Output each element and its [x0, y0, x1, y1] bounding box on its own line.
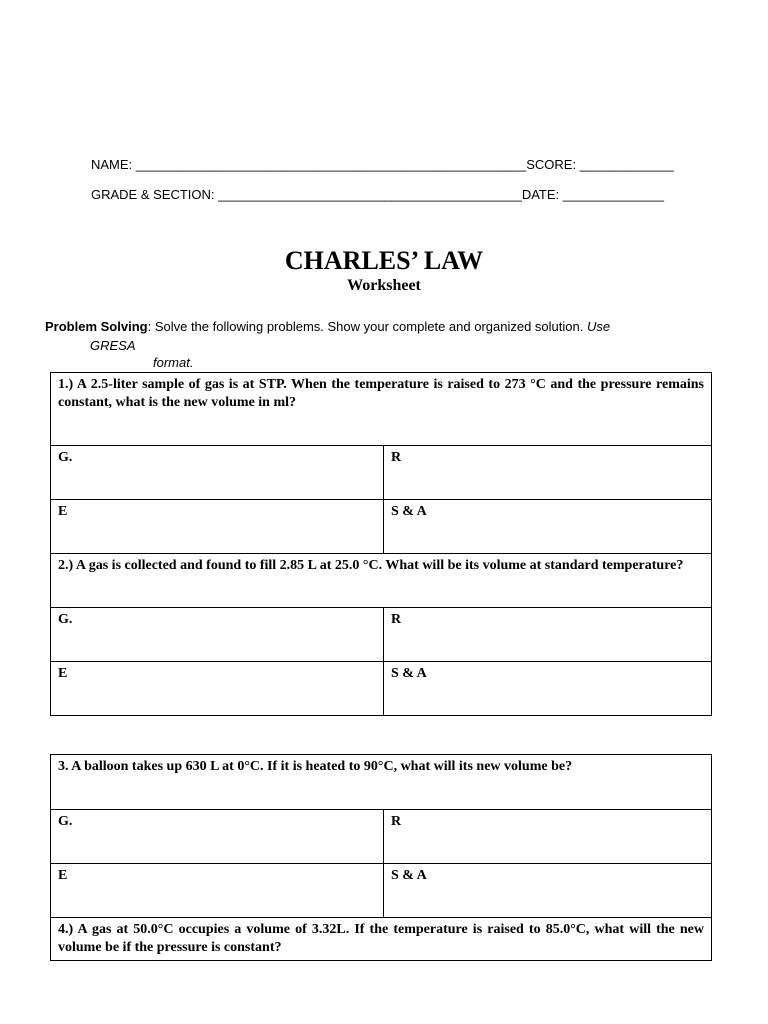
problems-table-3-4: [50, 754, 712, 961]
date-label: DATE:: [521, 187, 560, 202]
instructions-use: Use: [586, 319, 611, 334]
answer-row: [51, 500, 712, 554]
problem-1-required-box[interactable]: [384, 446, 712, 500]
worksheet-title: CHARLES’ LAW: [284, 246, 484, 275]
name-field-row: [91, 157, 674, 172]
problem-4-text: 4.) A gas at 50.0°C occupies a volume of 3.32L. If the temperature is raised to 85.0°C, what will the new volume be if the pressure is constant?: [51, 918, 712, 961]
problems-table-1-2: [50, 372, 712, 716]
answer-row: [51, 608, 712, 662]
problem-2-text: 2.) A gas is collected and found to fill 2.85 L at 25.0 °C. What will be its volume at standard temperature?: [51, 554, 712, 608]
grade-field-row: [91, 187, 664, 202]
instructions-lead: Problem Solving: [45, 319, 148, 334]
grade-section-blank[interactable]: __________________________________________: [218, 187, 522, 202]
problem-row: [51, 373, 712, 446]
grade-section-label: GRADE & SECTION:: [91, 187, 215, 202]
name-blank[interactable]: ______________________________________________________: [135, 157, 527, 172]
problem-1-given-box[interactable]: [51, 446, 384, 500]
problem-2-solution-answer-box[interactable]: [384, 662, 712, 716]
required-label: R: [391, 612, 402, 627]
problem-row: [51, 554, 712, 608]
answer-row: [51, 864, 712, 918]
equation-label: E: [58, 504, 68, 519]
instructions: [45, 317, 677, 355]
problem-row: [51, 755, 712, 810]
name-label: NAME:: [91, 157, 133, 172]
equation-label: E: [58, 868, 68, 883]
score-label: SCORE:: [526, 157, 577, 172]
problem-2-required-box[interactable]: [384, 608, 712, 662]
given-label: G.: [58, 612, 73, 627]
solution-answer-label: S & A: [391, 504, 427, 519]
equation-label: E: [58, 666, 68, 681]
problem-3-given-box[interactable]: [51, 810, 384, 864]
instructions-colon: :: [147, 319, 152, 334]
problem-1-text: 1.) A 2.5-liter sample of gas is at STP. When the temperature is raised to 273 °C and the pressure remains constant, what is the new volume in ml?: [51, 373, 712, 446]
instructions-gresa: GRESA: [90, 338, 136, 353]
required-label: R: [391, 450, 402, 465]
score-blank[interactable]: _____________: [579, 157, 674, 172]
answer-row: [51, 446, 712, 500]
problem-3-solution-answer-box[interactable]: [384, 864, 712, 918]
problem-row: [51, 918, 712, 961]
problem-2-given-box[interactable]: [51, 608, 384, 662]
problem-1-equation-box[interactable]: [51, 500, 384, 554]
answer-row: [51, 662, 712, 716]
answer-row: [51, 810, 712, 864]
instructions-format: format.: [153, 355, 194, 370]
given-label: G.: [58, 450, 73, 465]
date-blank[interactable]: ______________: [562, 187, 665, 202]
worksheet-subtitle: Worksheet: [347, 277, 421, 294]
problem-1-solution-answer-box[interactable]: [384, 500, 712, 554]
required-label: R: [391, 814, 402, 829]
given-label: G.: [58, 814, 73, 829]
problem-3-required-box[interactable]: [384, 810, 712, 864]
instructions-text: Solve the following problems. Show your complete and organized solution.: [151, 319, 587, 334]
problem-2-equation-box[interactable]: [51, 662, 384, 716]
solution-answer-label: S & A: [391, 868, 427, 883]
problem-3-equation-box[interactable]: [51, 864, 384, 918]
solution-answer-label: S & A: [391, 666, 427, 681]
problem-3-text: 3. A balloon takes up 630 L at 0°C. If it is heated to 90°C, what will its new volume be?: [51, 755, 712, 810]
